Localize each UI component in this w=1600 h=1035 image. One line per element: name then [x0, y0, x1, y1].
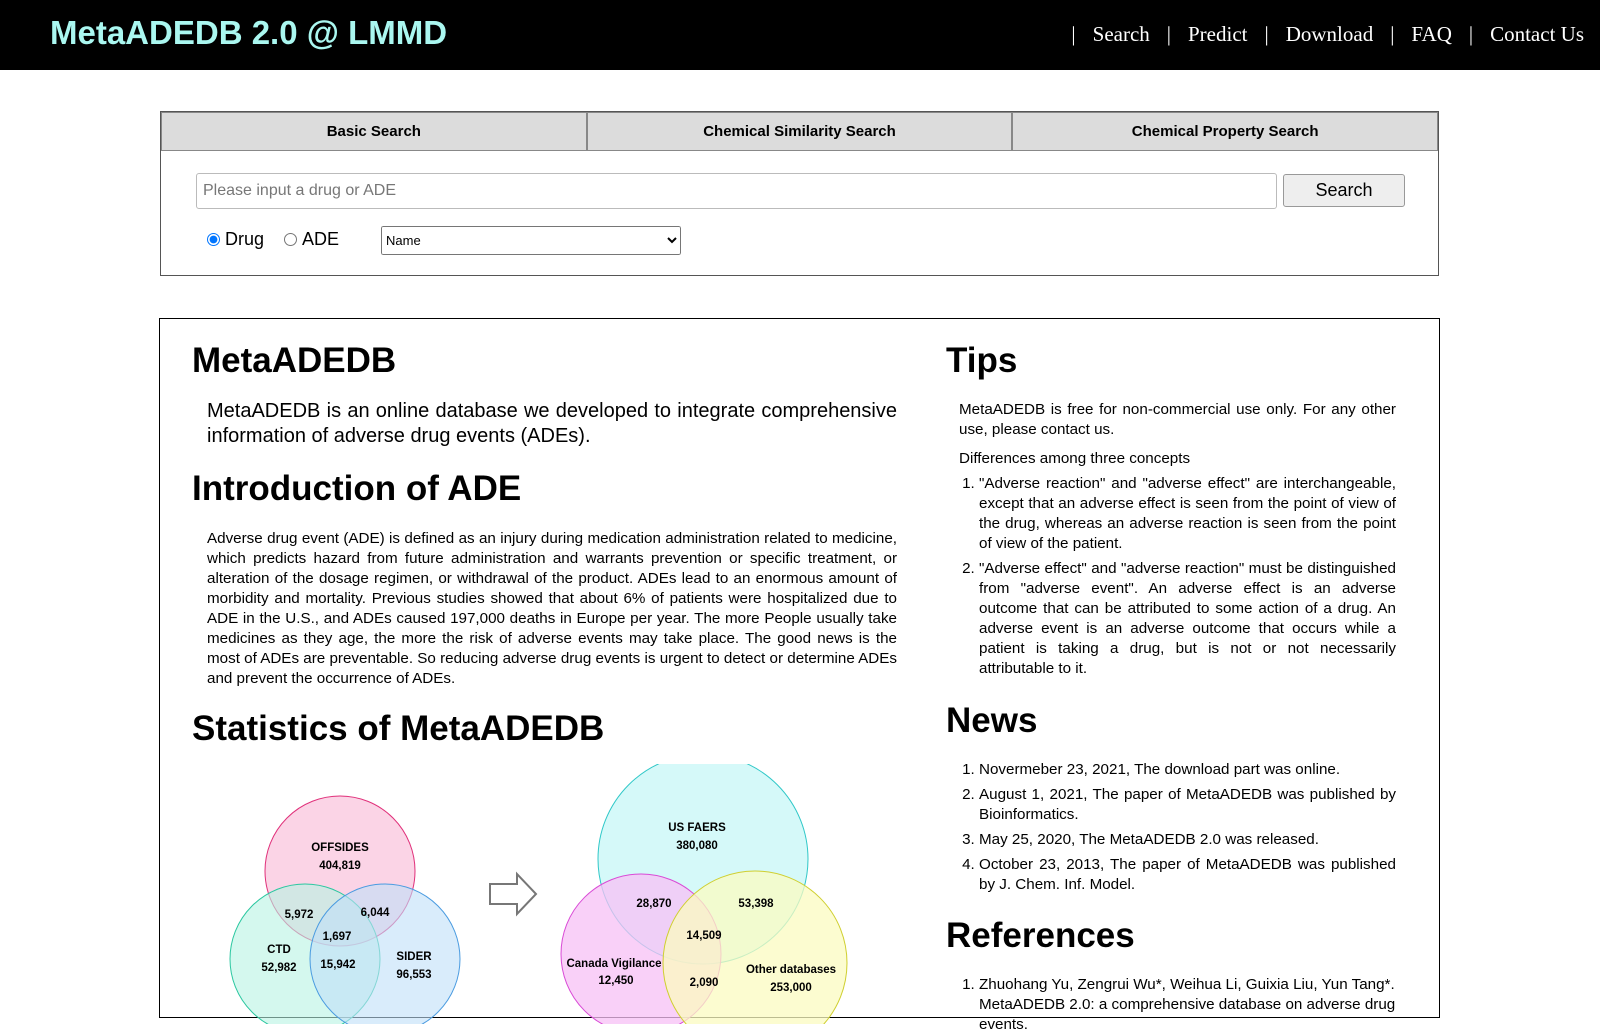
canada-vigilance-value: 12,450 — [598, 975, 634, 987]
ctd-label: CTD — [267, 944, 291, 956]
radio-ade[interactable] — [284, 233, 297, 246]
search-type-radios — [207, 229, 359, 250]
canada-vigilance-label: Canada Vigilance — [566, 958, 662, 970]
offsides-label: OFFSIDES — [311, 842, 369, 854]
radio-drug[interactable] — [207, 233, 220, 246]
us-faers-label: US FAERS — [668, 822, 726, 834]
nav-separator: | — [1468, 22, 1474, 46]
site-brand[interactable]: MetaADEDB 2.0 @ LMMD — [50, 14, 448, 51]
top-navbar — [0, 0, 1600, 70]
offsides-ctd-value: 5,972 — [284, 909, 314, 921]
nav-search[interactable]: Search — [1092, 22, 1150, 46]
tips-item: 1. "Adverse reaction" and "adverse effect" are interchangeable, except that an adverse effect is seen from the point of view of the drug, whereas an adverse reaction is seen from the point of view of the patient. — [979, 474, 1396, 554]
nav-contact-us[interactable]: Contact Us — [1490, 22, 1584, 46]
news-item: 4. October 23, 2013, The paper of MetaADEDB was published by J. Chem. Inf. Model. — [979, 855, 1396, 895]
us-faers-value: 380,080 — [676, 840, 718, 852]
ctd-sider-value: 15,942 — [320, 959, 356, 971]
radio-ade-option[interactable] — [284, 229, 339, 250]
reference-item: 1. Zhuohang Yu, Zengrui Wu*, Weihua Li, Guixia Liu, Yun Tang*. MetaADEDB 2.0: a comprehensive database on adverse drug events. — [979, 975, 1396, 1035]
center-value: 1,697 — [322, 931, 352, 943]
faers-canada-value: 28,870 — [636, 898, 672, 910]
nav-download[interactable]: Download — [1285, 22, 1374, 46]
search-panel — [160, 111, 1439, 276]
main-content — [159, 318, 1440, 1033]
radio-drug-option[interactable] — [207, 229, 264, 250]
ctd-value: 52,982 — [261, 962, 297, 974]
metaadedb-heading: MetaADEDB — [192, 341, 397, 380]
tab-chemical-property-search[interactable]: Chemical Property Search — [1012, 112, 1438, 151]
sider-value: 96,553 — [396, 969, 432, 981]
radio-ade-label: ADE — [302, 229, 340, 249]
tab-basic-search[interactable]: Basic Search — [161, 112, 587, 151]
search-field-select[interactable] — [381, 226, 681, 255]
metaadedb-description: MetaADEDB is an online database we developed to integrate comprehensive information of adverse drug events (ADEs). — [207, 400, 897, 447]
main-nav — [1054, 22, 1584, 47]
center-value: 14,509 — [686, 930, 722, 942]
arrow-right-icon — [490, 874, 536, 914]
news-item: 1. Novermeber 23, 2021, The download part was online. — [979, 760, 1396, 780]
radio-drug-label: Drug — [225, 229, 265, 249]
tips-heading: Tips — [946, 341, 1018, 380]
faers-other-value: 53,398 — [738, 898, 774, 910]
news-item: 2. August 1, 2021, The paper of MetaADEDB was published by Bioinformatics. — [979, 785, 1396, 825]
offsides-sider-value: 6,044 — [360, 907, 390, 919]
other-databases-value: 253,000 — [770, 982, 812, 994]
tips-list — [959, 474, 1396, 684]
search-input[interactable] — [196, 173, 1277, 209]
sider-label: SIDER — [396, 951, 432, 963]
nav-separator: | — [1071, 22, 1076, 46]
references-list — [959, 975, 1396, 1035]
nav-separator: | — [1390, 22, 1395, 46]
stats-heading: Statistics of MetaADEDB — [192, 709, 605, 748]
search-button[interactable]: Search — [1283, 174, 1405, 207]
references-heading: References — [946, 916, 1135, 955]
nav-faq[interactable]: FAQ — [1411, 22, 1452, 46]
other-databases-label: Other databases — [745, 964, 837, 976]
news-heading: News — [946, 701, 1038, 740]
sider-circle — [310, 884, 460, 1024]
nav-separator: | — [1166, 22, 1171, 46]
tips-item: 2. "Adverse effect" and "adverse reaction" must be distinguished from "adverse event". An adverse effect is an adverse outcome that can be attributed to some action of a drug. An adverse event is an adverse outcome that occurs while a patient is taking a drug, but is not or not necessarily attributable to it. — [979, 559, 1396, 679]
tips-text: MetaADEDB is free for non-commercial use only. For any other use, please contact us. — [959, 401, 1396, 438]
intro-heading: Introduction of ADE — [192, 469, 522, 508]
tips-subheading: Differences among three concepts — [959, 450, 1191, 467]
tab-chemical-similarity-search[interactable]: Chemical Similarity Search — [587, 112, 1013, 151]
intro-text: Adverse drug event (ADE) is defined as an injury during medication administration related to medicine, which predicts hazard from future administration and warrants prevention or specific treatment, or alteration of the dosage regimen, or withdrawal of the product. ADEs lead to an enormous amount of morbidity and mortality. Previous studies showed that about 6% of patients were hospitalized due to ADE in the U.S., and ADEs caused 197,000 deaths in Europe per year. The more People usually take medicines as they age, the more the risk of adverse events may take place. The good news is the most of ADEs are preventable. So reducing adverse drug events is urgent to detect or determine ADEs and prevent the occurrence of ADEs. — [207, 530, 897, 687]
search-tabs — [161, 112, 1438, 151]
news-item: 3. May 25, 2020, The MetaADEDB 2.0 was released. — [979, 830, 1396, 850]
canada-other-value: 2,090 — [689, 977, 719, 989]
nav-separator: | — [1264, 22, 1269, 46]
nav-predict[interactable]: Predict — [1188, 22, 1248, 46]
offsides-value: 404,819 — [319, 860, 361, 872]
statistics-venn-diagram — [220, 764, 870, 1024]
news-list — [959, 760, 1396, 900]
